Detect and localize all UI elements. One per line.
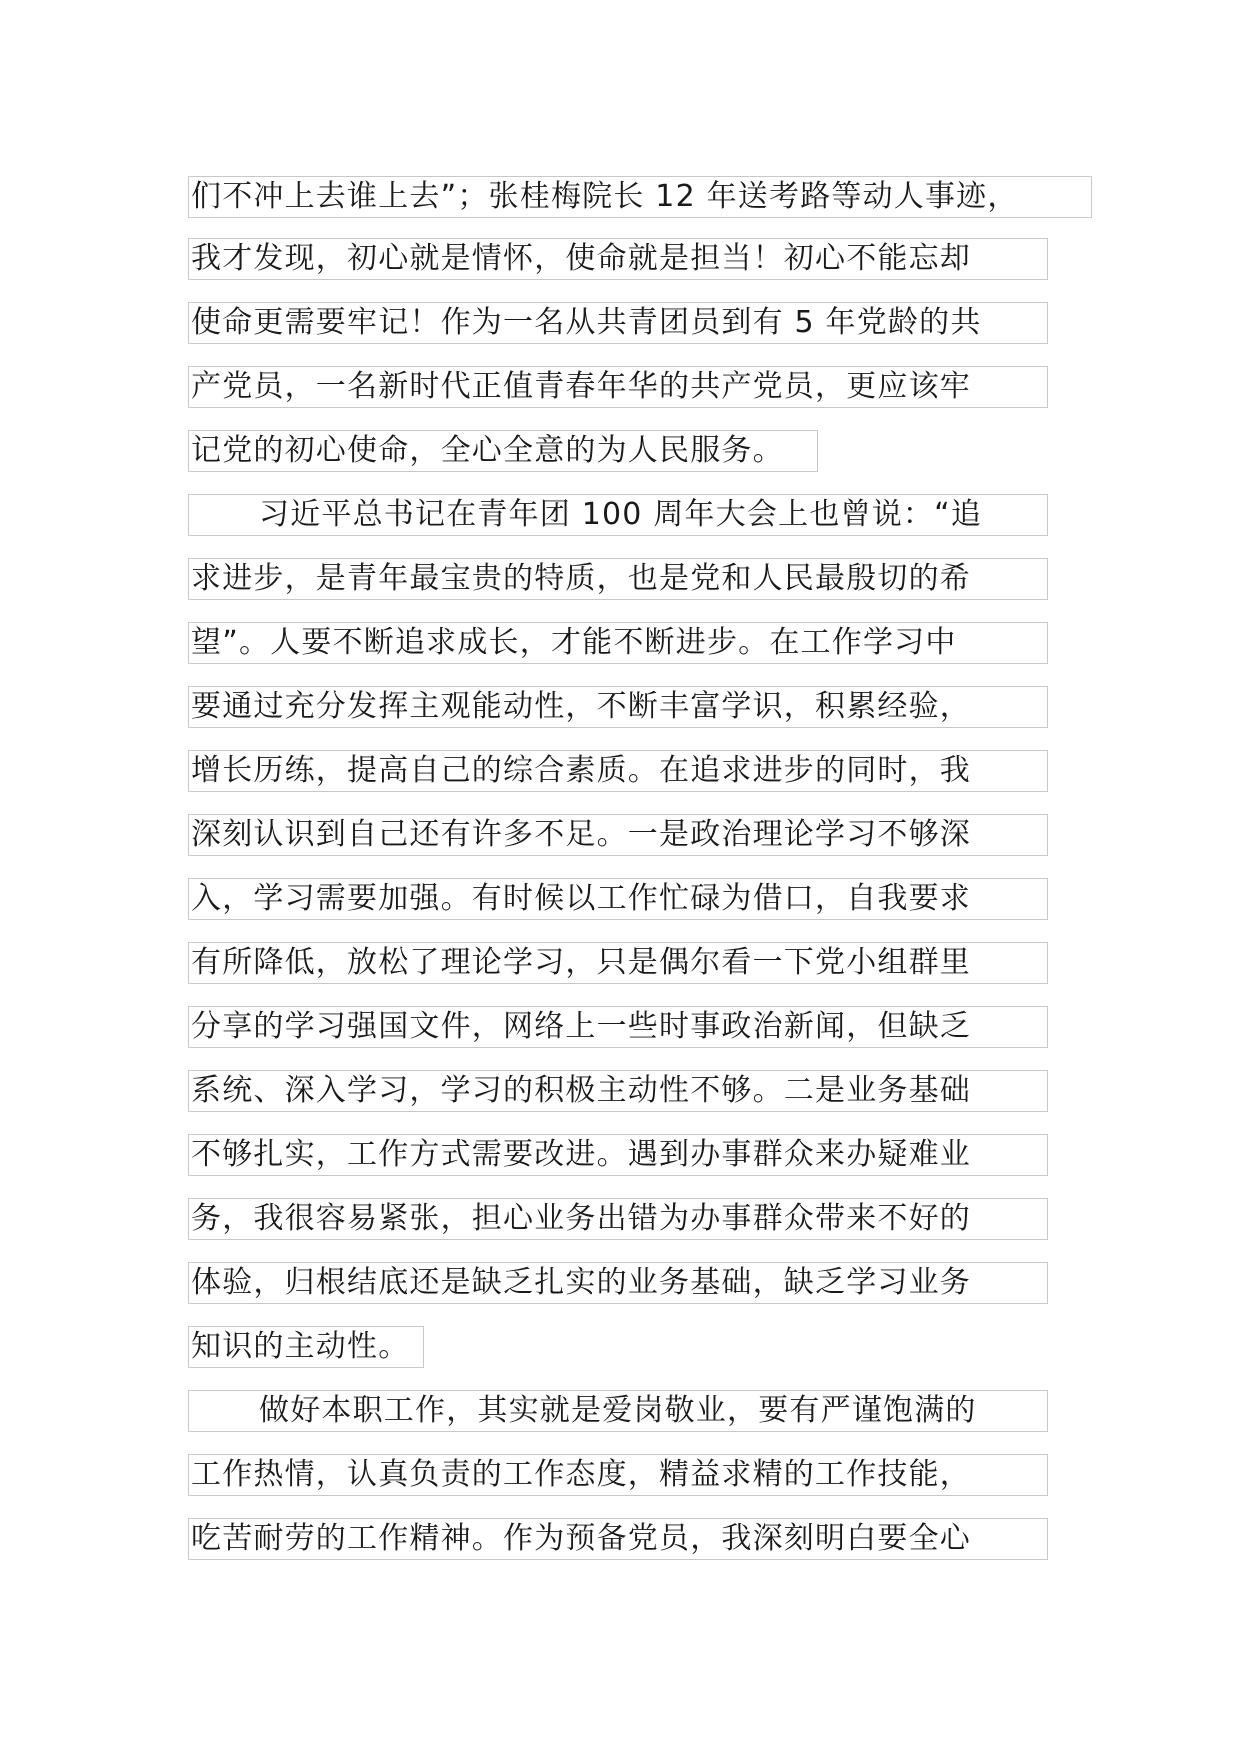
text-line: 们不冲上去谁上去”；张桂梅院长 12 年送考路等动人事迹， xyxy=(188,176,1092,218)
text-line: 使命更需要牢记！作为一名从共青团员到有 5 年党龄的共 xyxy=(188,302,1048,344)
text-line: 我才发现，初心就是情怀，使命就是担当！初心不能忘却 xyxy=(188,238,1048,280)
text-line: 分享的学习强国文件，网络上一些时事政治新闻，但缺乏 xyxy=(188,1006,1048,1048)
text-line: 记党的初心使命，全心全意的为人民服务。 xyxy=(188,430,818,472)
text-line: 深刻认识到自己还有许多不足。一是政治理论学习不够深 xyxy=(188,814,1048,856)
paragraph-start-line: 习近平总书记在青年团 100 周年大会上也曾说：“追 xyxy=(188,494,1048,536)
text-line: 增长历练，提高自己的综合素质。在追求进步的同时，我 xyxy=(188,750,1048,792)
text-line: 入，学习需要加强。有时候以工作忙碌为借口，自我要求 xyxy=(188,878,1048,920)
text-line: 系统、深入学习，学习的积极主动性不够。二是业务基础 xyxy=(188,1070,1048,1112)
text-line: 体验，归根结底还是缺乏扎实的业务基础，缺乏学习业务 xyxy=(188,1262,1048,1304)
text-line: 工作热情，认真负责的工作态度，精益求精的工作技能， xyxy=(188,1454,1048,1496)
text-line: 知识的主动性。 xyxy=(188,1326,424,1368)
text-line: 不够扎实，工作方式需要改进。遇到办事群众来办疑难业 xyxy=(188,1134,1048,1176)
text-line: 望”。人要不断追求成长，才能不断进步。在工作学习中 xyxy=(188,622,1048,664)
text-line: 要通过充分发挥主观能动性，不断丰富学识，积累经验， xyxy=(188,686,1048,728)
text-line: 产党员，一名新时代正值青春年华的共产党员，更应该牢 xyxy=(188,366,1048,408)
text-line: 求进步，是青年最宝贵的特质，也是党和人民最殷切的希 xyxy=(188,558,1048,600)
text-line: 有所降低，放松了理论学习，只是偶尔看一下党小组群里 xyxy=(188,942,1048,984)
paragraph-start-line: 做好本职工作，其实就是爱岗敬业，要有严谨饱满的 xyxy=(188,1390,1048,1432)
text-line: 吃苦耐劳的工作精神。作为预备党员，我深刻明白要全心 xyxy=(188,1518,1048,1560)
text-line: 务，我很容易紧张，担心业务出错为办事群众带来不好的 xyxy=(188,1198,1048,1240)
